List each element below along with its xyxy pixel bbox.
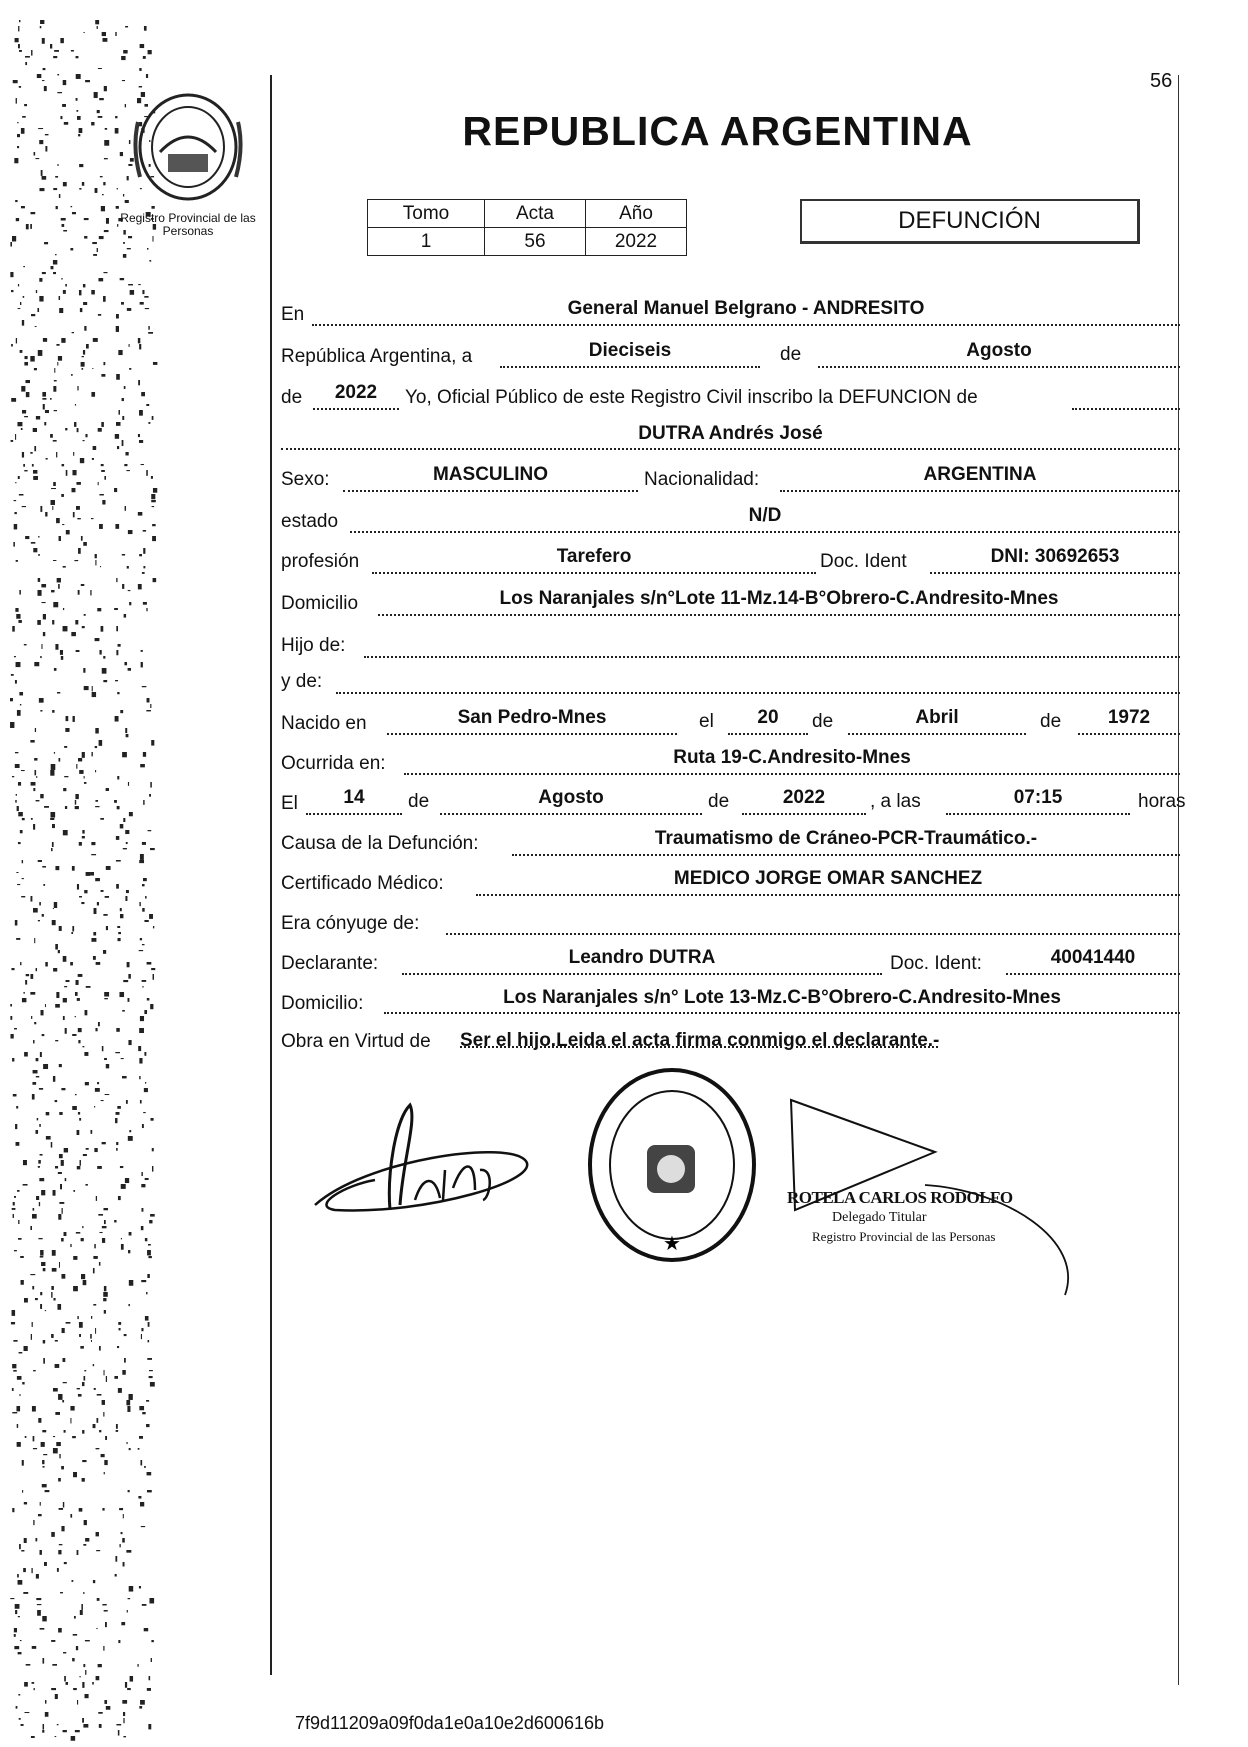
el-label: el xyxy=(699,711,714,732)
conyuge-label: Era cónyuge de: xyxy=(281,913,420,934)
ocurrida-value: Ruta 19-C.Andresito-Mnes xyxy=(673,747,911,768)
dotted-line xyxy=(336,692,1180,694)
dotted-line xyxy=(402,973,882,975)
dotted-line xyxy=(946,813,1130,815)
svg-text:★: ★ xyxy=(663,1231,681,1255)
dotted-line xyxy=(476,894,1180,896)
declarante-label: Declarante: xyxy=(281,953,379,974)
seal-label: Registro Provincial de las Personas xyxy=(120,211,256,238)
sexo-label: Sexo: xyxy=(281,469,330,490)
yde-label: y de: xyxy=(281,671,323,692)
officer-office: Registro Provincial de las Personas xyxy=(812,1229,996,1244)
dotted-line xyxy=(312,324,1180,326)
dotted-line xyxy=(313,408,399,410)
dotted-line xyxy=(1072,408,1180,410)
alas-label: , a las xyxy=(870,791,921,812)
record-type-box: DEFUNCIÓN xyxy=(800,199,1140,244)
dotted-line xyxy=(446,933,1180,935)
dotted-line xyxy=(742,813,866,815)
dotted-line xyxy=(281,448,1180,450)
dotted-line xyxy=(306,813,402,815)
nacido-label: Nacido en xyxy=(281,713,367,734)
profesion-value: Tarefero xyxy=(556,546,632,567)
ocurrida-label: Ocurrida en: xyxy=(281,753,386,774)
dotted-line xyxy=(384,1012,1180,1014)
anio-header: Año xyxy=(586,200,687,228)
domicilio2-label: Domicilio: xyxy=(281,993,364,1014)
dotted-line xyxy=(387,733,677,735)
dotted-line xyxy=(372,572,816,574)
tomo-header: Tomo xyxy=(368,200,485,228)
certificado-label: Certificado Médico: xyxy=(281,873,444,894)
dotted-line xyxy=(440,813,702,815)
domicilio2-value: Los Naranjales s/n° Lote 13-Mz.C-B°Obrero-C.Andresito-Mnes xyxy=(503,987,1061,1008)
republica-label: República Argentina, a xyxy=(281,346,473,367)
nacionalidad-label: Nacionalidad: xyxy=(644,469,760,490)
birth-day: 20 xyxy=(757,707,779,728)
estado-value: N/D xyxy=(748,505,782,526)
officer-name: ROTELA CARLOS RODOLFO xyxy=(787,1188,1013,1207)
dotted-line xyxy=(512,854,1180,856)
de-label: de xyxy=(281,387,303,408)
dotted-line xyxy=(500,366,760,368)
nacido-value: San Pedro-Mnes xyxy=(457,707,607,728)
de-label: de xyxy=(1040,711,1062,732)
dotted-line xyxy=(780,490,1180,492)
anio-value: 2022 xyxy=(586,228,687,256)
register-table xyxy=(367,199,687,256)
de-label: de xyxy=(780,344,802,365)
page-number: 56 xyxy=(1150,70,1173,92)
death-time: 07:15 xyxy=(1013,787,1063,808)
obra-value: Ser el hijo.Leida el acta firma conmigo el declarante.- xyxy=(460,1030,940,1051)
death-year: 2022 xyxy=(782,787,826,808)
decl-doc-value: 40041440 xyxy=(1050,947,1136,968)
docident-label: Doc. Ident xyxy=(820,551,907,572)
scan-margin-noise xyxy=(0,0,170,1747)
causa-value: Traumatismo de Cráneo-PCR-Traumático.- xyxy=(654,828,1038,849)
de-label: de xyxy=(708,791,730,812)
dotted-line xyxy=(404,773,1180,775)
de-label: de xyxy=(812,711,834,732)
deceased-name: DUTRA Andrés José xyxy=(638,423,823,444)
inscribe-text: Yo, Oficial Público de este Registro Civil inscribo la DEFUNCION de xyxy=(405,387,978,408)
el-label: El xyxy=(281,793,298,814)
birth-month: Abril xyxy=(915,707,959,728)
dotted-line xyxy=(818,366,1180,368)
place-value: General Manuel Belgrano - ANDRESITO xyxy=(567,298,925,319)
declarante-value: Leandro DUTRA xyxy=(568,947,716,968)
domicilio-value: Los Naranjales s/n°Lote 11-Mz.14-B°Obrero-C.Andresito-Mnes xyxy=(499,588,1059,609)
death-day: 14 xyxy=(343,787,365,808)
estado-label: estado xyxy=(281,511,339,532)
horas-label: horas xyxy=(1138,791,1186,812)
dotted-line xyxy=(1006,973,1180,975)
dotted-line xyxy=(350,531,1180,533)
left-margin-line xyxy=(270,75,272,1675)
officer-role: Delegado Titular xyxy=(832,1210,927,1225)
dotted-line xyxy=(930,572,1180,574)
docident-value: DNI: 30692653 xyxy=(990,546,1120,567)
acta-value: 56 xyxy=(485,228,586,256)
dotted-line xyxy=(364,656,1180,658)
day-value: Dieciseis xyxy=(588,340,672,361)
en-label: En xyxy=(281,304,305,325)
sexo-value: MASCULINO xyxy=(432,464,549,485)
dotted-line xyxy=(343,490,638,492)
dotted-line xyxy=(848,733,1026,735)
profesion-label: profesión xyxy=(281,551,360,572)
death-month: Agosto xyxy=(538,787,604,808)
obra-label: Obra en Virtud de xyxy=(281,1031,431,1052)
birth-year: 1972 xyxy=(1107,707,1151,728)
official-stamp-icon xyxy=(585,1065,760,1265)
decl-doc-label: Doc. Ident: xyxy=(890,953,982,974)
dotted-line xyxy=(728,733,808,735)
year-value: 2022 xyxy=(334,382,378,403)
page-title: REPUBLICA ARGENTINA xyxy=(462,108,973,154)
certificado-value: MEDICO JORGE OMAR SANCHEZ xyxy=(673,868,983,889)
month-value: Agosto xyxy=(966,340,1032,361)
domicilio-label: Domicilio xyxy=(281,593,359,614)
declarant-signature-icon xyxy=(305,1080,565,1230)
tomo-value: 1 xyxy=(368,228,485,256)
causa-label: Causa de la Defunción: xyxy=(281,833,479,854)
nacionalidad-value: ARGENTINA xyxy=(923,464,1037,485)
acta-header: Acta xyxy=(485,200,586,228)
dotted-line xyxy=(1078,733,1180,735)
dotted-line xyxy=(378,614,1180,616)
footer-hash: 7f9d11209a09f0da1e0a10e2d600616b xyxy=(295,1713,604,1733)
hijo-label: Hijo de: xyxy=(281,635,346,656)
de-label: de xyxy=(408,791,430,812)
